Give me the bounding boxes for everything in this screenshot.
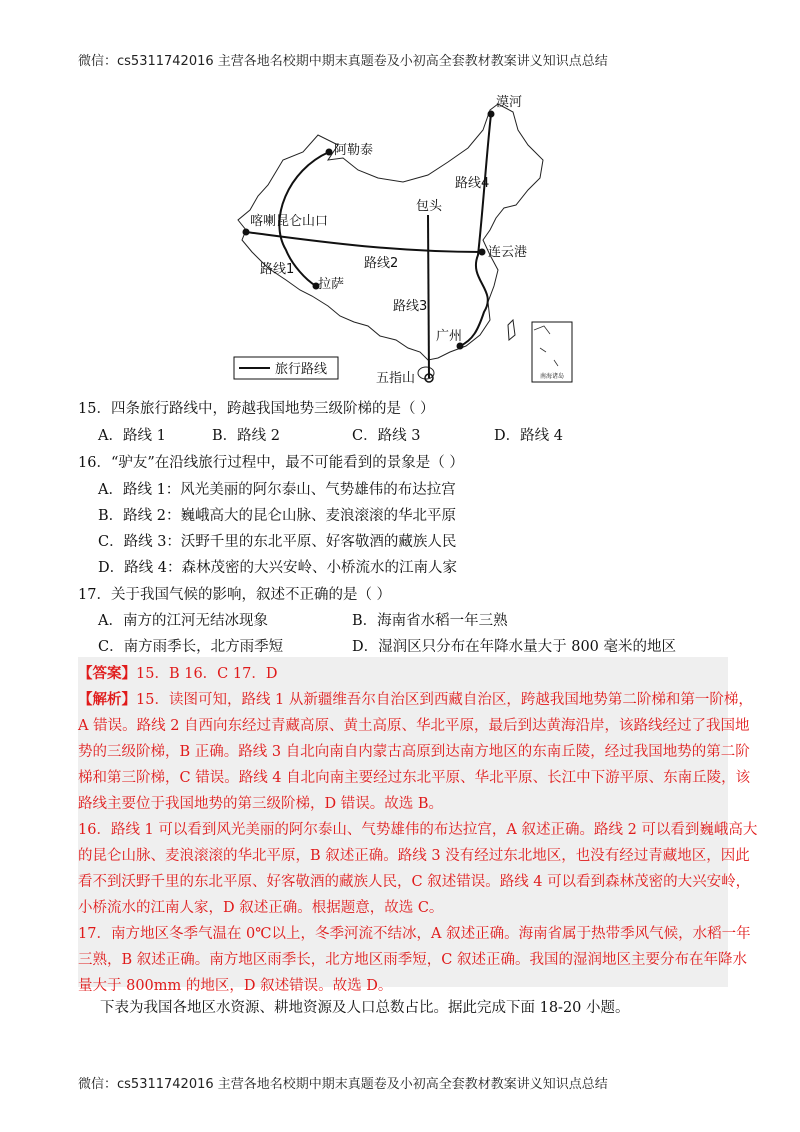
label-baotou: 包头 [416, 199, 443, 214]
q17-option-d[interactable]: D．湿润区只分布在年降水量大于 800 毫米的地区 [352, 639, 677, 655]
answer-tag: 【答案】 [78, 665, 136, 682]
mohe-dot [488, 111, 495, 118]
label-kunlun: 喀喇昆仑山口 [250, 214, 329, 229]
q15-stem: 15．四条旅行路线中，跨越我国地势三级阶梯的是（ ） [78, 401, 435, 417]
answer-text: 15．B 16．C 17．D [136, 666, 278, 682]
hainan-island [418, 367, 434, 379]
analysis-line-1: 【解析】15．读图可知，路线 1 从新疆维吾尔自治区到西藏自治区，跨越我国地势第二阶梯和第一阶梯， [78, 691, 753, 708]
analysis-line-5: 路线主要位于我国地势的第三级阶梯，D 错误。故选 B。 [78, 796, 443, 812]
label-route3: 路线3 [393, 299, 428, 314]
china-map-svg [228, 90, 578, 390]
kunlun-dot [243, 229, 250, 236]
q17-option-c[interactable]: C．南方雨季长，北方雨季短 [98, 639, 284, 655]
q16-option-a[interactable]: A．路线 1：风光美丽的阿尔泰山、气势雄伟的布达拉宫 [98, 482, 456, 498]
q16-option-d[interactable]: D．路线 4：森林茂密的大兴安岭、小桥流水的江南人家 [98, 560, 457, 576]
analysis-line-6: 16．路线 1 可以看到风光美丽的阿尔泰山、气势雄伟的布达拉宫，A 叙述正确。路线 2 可以看到巍峨高大 [78, 822, 758, 838]
label-lianyungang: 连云港 [488, 245, 528, 260]
label-guangzhou: 广州 [436, 329, 463, 344]
q17-option-a[interactable]: A．南方的江河无结冰现象 [98, 613, 268, 629]
label-route2: 路线2 [364, 256, 399, 271]
answer-line [78, 662, 277, 683]
label-altay: 阿勒泰 [334, 143, 374, 158]
route-4-line [460, 114, 491, 346]
analysis-line-9: 小桥流水的江南人家，D 叙述正确。根据题意，故选 C。 [78, 900, 444, 916]
altay-dot [326, 149, 333, 156]
q15-option-c[interactable]: C．路线 3 [352, 428, 421, 444]
route-map [228, 90, 578, 390]
legend-label: 旅行路线 [275, 362, 328, 377]
q16-option-c[interactable]: C．路线 3：沃野千里的东北平原、好客敬酒的藏族人民 [98, 534, 457, 550]
analysis-line-11: 三熟，B 叙述正确。南方地区雨季长，北方地区雨季短，C 叙述正确。我国的湿润地区主要分布在年降水 [78, 952, 747, 968]
page-footer: 微信：cs5311742016 主营各地名校期中期末真题卷及小初高全套教材教案讲义知识点总结 [78, 1077, 608, 1092]
analysis-tag: 【解析】 [78, 691, 136, 708]
q17-stem: 17．关于我国气候的影响，叙述不正确的是（ ） [78, 587, 392, 603]
taiwan-island [508, 320, 515, 340]
q15-option-b[interactable]: B．路线 2 [212, 428, 280, 444]
china-outline [238, 104, 543, 360]
q16-option-b[interactable]: B．路线 2：巍峨高大的昆仑山脉、麦浪滚滚的华北平原 [98, 508, 456, 524]
section-intro: 下表为我国各地区水资源、耕地资源及人口总数占比。据此完成下面 18-20 小题。 [100, 1000, 630, 1016]
q16-stem: 16．“驴友”在沿线旅行过程中，最不可能看到的景象是（ ） [78, 455, 464, 471]
label-route4: 路线4 [455, 176, 490, 191]
analysis-line-7: 的昆仑山脉、麦浪滚滚的华北平原，B 叙述正确。路线 3 没有经过东北地区，也没有经过青藏地区，因此 [78, 848, 750, 864]
analysis-line-10: 17．南方地区冬季气温在 0℃以上，冬季河流不结冰，A 叙述正确。海南省属于热带季风气候，水稻一年 [78, 926, 751, 942]
label-lhasa: 拉萨 [318, 277, 345, 292]
label-route1: 路线1 [260, 262, 295, 277]
q15-option-a[interactable]: A．路线 1 [98, 428, 166, 444]
analysis-line-4: 梯和第三阶梯，C 错误。路线 4 自北向南主要经过东北平原、华北平原、长江中下游平原、东南丘陵，该 [78, 770, 751, 786]
lianyungang-dot [479, 249, 486, 256]
analysis-line-3: 势的三级阶梯，B 正确。路线 3 自北向南自内蒙古高原到达南方地区的东南丘陵，经过我国地势的第二阶 [78, 744, 750, 760]
page-header: 微信：cs5311742016 主营各地名校期中期末真题卷及小初高全套教材教案讲义知识点总结 [78, 54, 608, 69]
label-mohe: 漠河 [496, 95, 523, 110]
analysis-line-12: 量大于 800mm 的地区，D 叙述错误。故选 D。 [78, 978, 393, 994]
inset-label: 南海诸岛 [540, 373, 565, 380]
analysis-line-8: 看不到沃野千里的东北平原、好客敬酒的藏族人民，C 叙述错误。路线 4 可以看到森林茂密的大兴安岭， [78, 874, 751, 890]
q17-option-b[interactable]: B．海南省水稻一年三熟 [352, 613, 508, 629]
analysis-line-2: A 错误。路线 2 自西向东经过青藏高原、黄土高原、华北平原，最后到达黄海沿岸，该路线经过了我国地 [78, 718, 750, 734]
label-wuzhishan: 五指山 [376, 371, 416, 386]
q15-option-d[interactable]: D．路线 4 [494, 428, 563, 444]
route-3-line [428, 215, 429, 378]
